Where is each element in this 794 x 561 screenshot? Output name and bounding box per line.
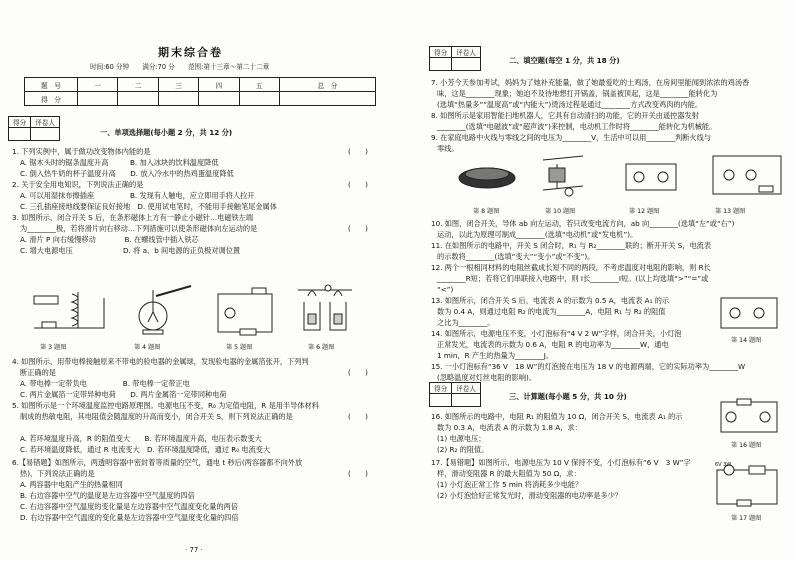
fig17-lamp-label: 6V 3W	[715, 462, 732, 468]
score-header-cell: 一	[78, 78, 118, 92]
q3-option: C. 增大电源电压 D. 将 a、b 间电源的正负极对调位置	[20, 246, 241, 255]
q17-line: 17.【易错题】如图所示，电源电压为 10 V 保持不变，小灯泡标有“6 V 3 W”字	[431, 458, 691, 467]
grader-score: 得分	[9, 117, 31, 128]
section-3-title: 三、计算题(每小题 5 分，共 10 分)	[509, 392, 627, 401]
q3-stem: 3. 如图所示，闭合开关 S 后，在条形磁体上方有一静止小磁针…电磁铁左端	[12, 213, 254, 222]
q5-option: C. 若环境温度降低，通过 R 电流变大 D. 若环境温度降低，通过 R₀ 电流变大	[20, 445, 271, 454]
q5-option: A. 若环境温度升高，R 的阻值变大 B. 若环境温度升高，电压表示数变大	[20, 434, 262, 443]
fig3-caption: 第 3 题图	[40, 344, 67, 351]
q14-line: 正常发光，电流表的示数为 0.6 A，电阻 R 的电功率为________W，通电	[437, 340, 669, 349]
q2-stem: 2. 关于安全用电知识，下列说法正确的是	[12, 180, 144, 189]
fig5-thermistor-circuit	[218, 288, 272, 335]
q8-line: ________(选填“电磁波”或“超声波”)来控制，电动机工作时将________能转化为机械能。	[437, 122, 717, 131]
q16-line: (2) R₂ 的阻值。	[437, 445, 489, 454]
fig17-caption: 第 17 题图	[731, 515, 762, 522]
score-header-cell: 题 号	[25, 78, 78, 92]
q12-line: “<”)	[437, 285, 454, 294]
fig13-caption: 第 13 题图	[715, 208, 746, 215]
grader-cell	[452, 58, 481, 71]
q2-option: C. 三孔插座接地线要保证良好接地 D. 使用试电笔时，不能用手接触笔尾金属体	[20, 202, 277, 211]
score-cell	[78, 92, 118, 106]
fig12-resistor-wire	[626, 164, 676, 190]
grader-score: 得分	[430, 383, 452, 394]
fig10-caption: 第 10 题图	[545, 208, 576, 215]
grader-name: 评卷人	[31, 117, 60, 128]
q6-option: A. 两容器中电阻产生的热量相同	[20, 480, 123, 489]
score-cell	[280, 92, 376, 106]
q11-line: 的示数将________(选填“变大”“变小”或“不变”)。	[437, 252, 595, 261]
fig8-robot-vacuum	[459, 168, 515, 188]
q14-line: 1 min，R 产生的热量为________J。	[437, 351, 554, 360]
q8-line: 8. 如图所示是家用智能扫地机器人，它具有自动清扫的功能，它的开关由遥控器发射	[431, 111, 699, 120]
q5-stem-cont: 制成的热敏电阻，其电阻值会随温度的升高而变小，闭合开关 S，则下列说法正确的是	[20, 412, 293, 421]
exam-title: 期末综合卷	[158, 46, 223, 59]
q7-line: (选填“热量多”“温度高”或“内能大”)烫汤过程是通过________方式改变鸡肉的内能。	[437, 100, 703, 109]
q6-option: C. 右边容器中空气温度的变化量是左边容器中空气温度变化量的两倍	[20, 502, 239, 511]
q1-option: C. 倒入热牛奶的杯子温度升高 D. 放入冷水中的热鸡蛋温度降低	[20, 169, 234, 178]
q7-line: 味，这是________现象；她迫不及待地想打开锅盖，锅盖被顶起，这是________能转化为	[437, 89, 718, 98]
score-row-label: 得 分	[25, 92, 78, 106]
score-header-cell: 二	[118, 78, 158, 92]
q7-line: 7. 小芳今天参加考试，妈妈为了她补充能量，做了她最爱吃的土鸡汤，在房间里能闻到浓浓的鸡汤香	[431, 78, 750, 87]
fig4-caption: 第 4 题图	[134, 344, 161, 351]
q10-line: 运动，以此为原理可制成________(选填“电动机”或“发电机”)。	[437, 230, 638, 239]
q2-option: A. 可以用湿抹布擦插座 B. 发现有人触电，应立即用手将人拉开	[20, 191, 255, 200]
grader-score: 得分	[430, 47, 452, 58]
fig6-caption: 第 6 题图	[308, 344, 335, 351]
q16-line: 16. 如图所示的电路中，电阻 R₁ 的阻值为 10 Ω，闭合开关 S，电流表 A₁ 的示	[431, 412, 683, 421]
answer-paren: ( )	[348, 469, 368, 478]
score-header-cell: 四	[199, 78, 239, 92]
grader-box	[8, 116, 60, 141]
right-page	[397, 0, 794, 561]
page-number: · 77 ·	[185, 546, 203, 554]
fig13-parallel-circuit	[713, 156, 781, 194]
q4-stem: 4. 如图所示，用带电棒接触原来不带电的验电器的金属球，发现验电器的金属箔张开，下列判	[12, 357, 309, 366]
q4-stem-cont: 断正确的是	[20, 368, 56, 377]
grader-cell	[9, 128, 31, 141]
grader-cell	[430, 58, 452, 71]
q4-option: A. 带电棒一定带负电 B. 带电棒一定带正电	[20, 379, 190, 388]
section-1-title: 一、单项选择题(每小题 2 分，共 12 分)	[100, 128, 233, 137]
q3-stem-cont: 为________极，若将滑片向右移动…下列措施可以使条形磁体向左运动的是	[20, 224, 258, 233]
section-2-title: 二、填空题(每空 1 分，共 18 分)	[509, 56, 620, 65]
q5-stem: 5. 如图所示是一个环境温度监控电路原理图。电源电压不变，R₀ 为定值电阻，R 是用半导体材料	[12, 401, 319, 410]
q4-option: C. 两片金属箔一定带异种电荷 D. 两片金属箔一定带同种电荷	[20, 390, 227, 399]
answer-paren: ( )	[348, 368, 368, 377]
grader-cell	[31, 128, 60, 141]
q15-line: (忽略温度对灯丝电阻的影响)。	[437, 373, 537, 382]
q17-line: (2) 小灯泡恰好正常发光时，滑动变阻器的电功率是多少？	[437, 491, 622, 500]
answer-paren: ( )	[348, 180, 368, 189]
score-cell	[118, 92, 158, 106]
q6-stem: 6.【易错题】如图所示，两透明容器中密封着等质量的空气，通电 t 秒后(两容器都不向外放	[12, 458, 303, 467]
score-header-cell: 三	[158, 78, 198, 92]
score-cell	[239, 92, 279, 106]
grader-box	[429, 46, 481, 71]
score-header-cell: 五	[239, 78, 279, 92]
fig3-electromagnet	[34, 292, 104, 328]
score-cell	[158, 92, 198, 106]
figures-row-q8-q13	[451, 150, 787, 204]
q13-line: 数为 0.4 A，则通过电阻 R₂ 的电流为________A，电阻 R₁ 与 R₂ 的阻值	[437, 307, 666, 316]
answer-paren: ( )	[348, 147, 368, 156]
q11-line: 11. 在如图所示的电路中，开关 S 闭合时，R₁ 与 R₂________联的；断开开关 S，电流表	[431, 241, 712, 250]
q1-stem: 1. 下列实例中，属于做功改变物体内能的是	[12, 147, 151, 156]
q3-option: A. 滑片 P 向右缓慢移动 B. 在螺线管中插入铁芯	[20, 235, 199, 244]
answer-paren: ( )	[348, 412, 368, 421]
q15-line: 15. 一小灯泡标有“36 V 18 W”的灯泡接在电压为 18 V 的电源两端，它的实际功率为________W	[431, 362, 746, 371]
q6-stem-cont: 热)，下列说法正确的是	[20, 469, 95, 478]
score-cell	[199, 92, 239, 106]
fig6-heating-containers	[298, 285, 352, 330]
q6-option: B. 右边容器中空气的温度是左边容器中空气温度的四倍	[20, 491, 195, 500]
exam-meta: 时间:60 分钟 满分:70 分 范围:第十三章～第二十二章	[90, 63, 270, 71]
fig4-electroscope	[139, 286, 191, 334]
q6-option: D. 右边容器中空气温度的变化量是左边容器中空气温度变化量的四倍	[20, 513, 239, 522]
score-table	[24, 77, 376, 106]
answer-paren: ( )	[348, 224, 368, 233]
q13-line: 之比为________。	[437, 318, 495, 327]
fig10-motor-rails	[543, 156, 583, 196]
grader-cell	[452, 394, 481, 407]
q9-line: 零线。	[437, 144, 459, 153]
q16-line: (1) 电源电压；	[437, 434, 486, 443]
fig14-caption: 第 14 题图	[731, 337, 762, 344]
q14-line: 14. 如图所示，电源电压不变，小灯泡标有“4 V 2 W”字样，闭合开关，小灯泡	[431, 329, 682, 338]
grader-box-2	[429, 382, 481, 407]
fig5-caption: 第 5 题图	[226, 344, 253, 351]
q12-line: 12. 两个一根相同材料的电阻丝截成长短不同的两段，不考虑温度对电阻的影响，则 R长	[431, 263, 711, 272]
grader-name: 评卷人	[452, 47, 481, 58]
q13-line: 13. 如图所示，闭合开关 S 后，电流表 A 的示数为 0.5 A，电流表 A₁ 的示	[431, 296, 670, 305]
fig17-lamp-rheostat-circuit	[713, 462, 783, 512]
q10-line: 10. 如图，闭合开关，导体 ab 向左运动，若只改变电流方向，ab 向________(选填“左”或“右”)	[431, 219, 735, 228]
fig14-lamp-circuit	[717, 294, 781, 334]
fig12-caption: 第 12 题图	[629, 208, 660, 215]
fig16-parallel-circuit	[717, 398, 781, 438]
q1-option: A. 锯木头时的锯条温度升高 B. 加入冰块的饮料温度降低	[20, 158, 219, 167]
fig8-caption: 第 8 题图	[473, 208, 500, 215]
grader-cell	[430, 394, 452, 407]
q17-line: 样，滑动变阻器 R 的最大阻值为 50 Ω，求：	[437, 469, 581, 478]
q12-line: ________R短；若将它们串联接入电路中，则 I长________I短。(以上均选填“>”“=”或	[437, 274, 709, 283]
q9-line: 9. 在家庭电路中火线与零线之间的电压为________V，生活中可以用________判断火线与	[431, 133, 711, 142]
score-header-cell: 总 分	[280, 78, 376, 92]
grader-name: 评卷人	[452, 383, 481, 394]
q17-line: (1) 小灯泡正常工作 5 min 将消耗多少电能？	[437, 480, 583, 489]
fig16-caption: 第 16 题图	[731, 442, 762, 449]
figures-row-q3-q6	[28, 282, 358, 342]
q16-line: 数为 0.3 A，电流表 A 的示数为 1.8 A，求：	[437, 423, 582, 432]
